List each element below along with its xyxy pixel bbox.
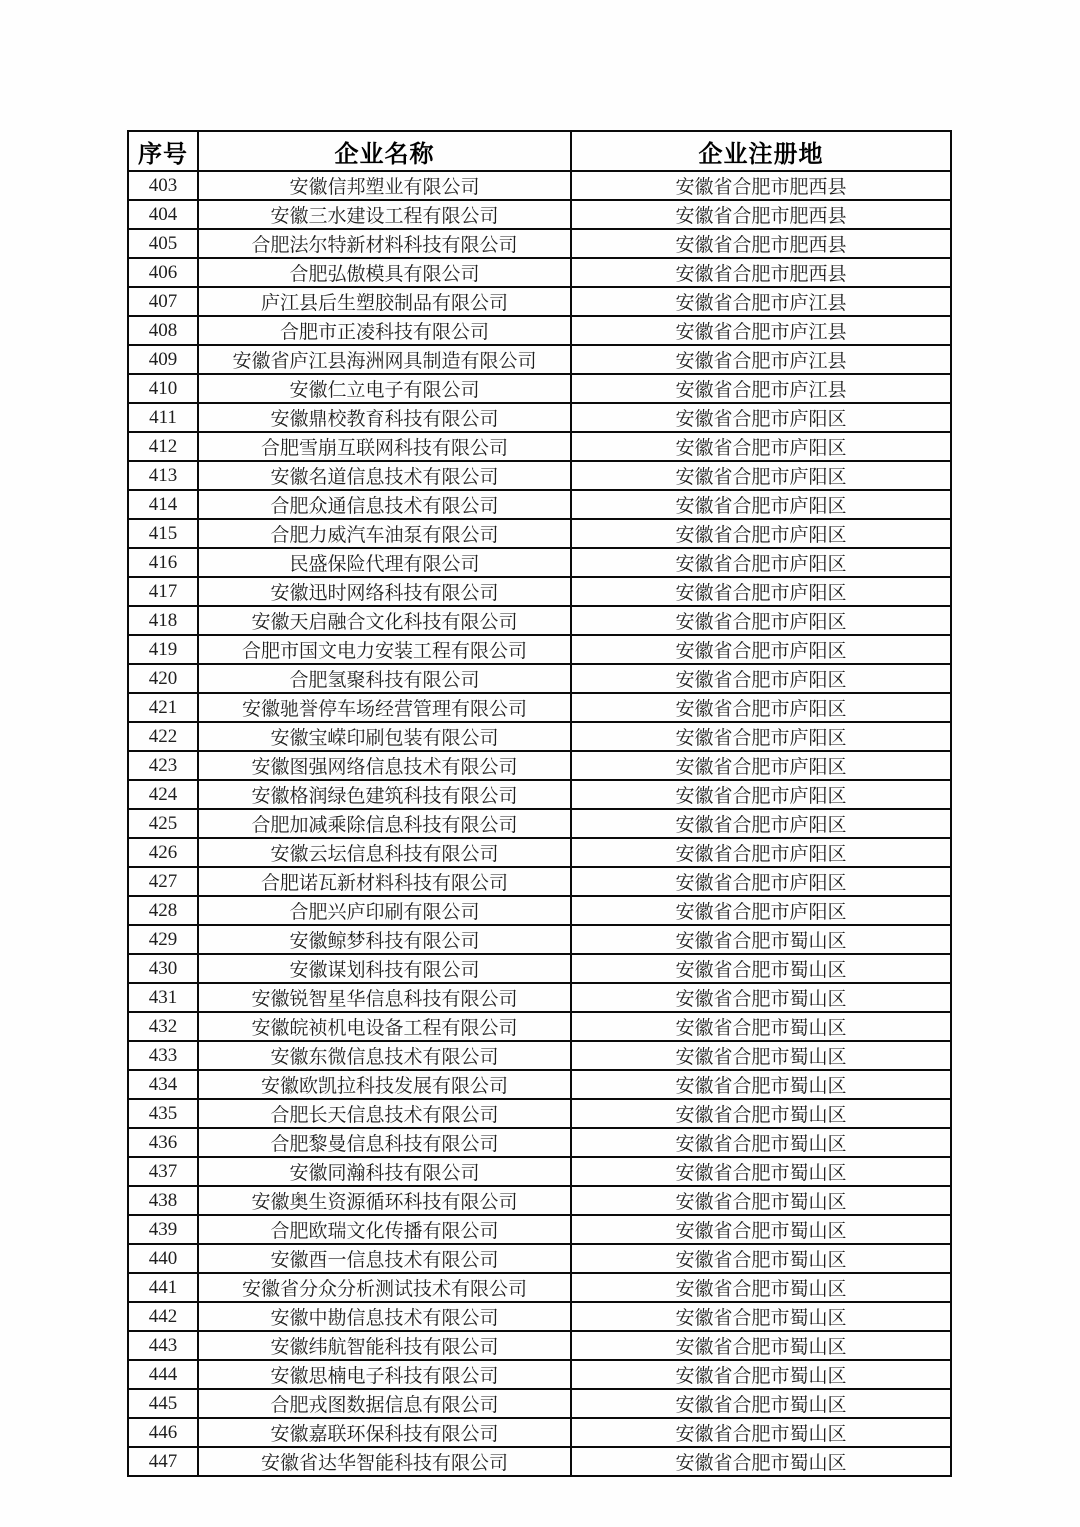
row-serial-number-cell: 433 <box>128 1041 198 1070</box>
row-company-name-cell: 合肥氢聚科技有限公司 <box>198 664 571 693</box>
row-company-name-cell: 安徽谋划科技有限公司 <box>198 954 571 983</box>
row-serial-number-cell: 427 <box>128 867 198 896</box>
table-row <box>128 722 951 751</box>
header-company-name: 企业名称 <box>198 131 571 171</box>
row-serial-number-cell: 415 <box>128 519 198 548</box>
table-row <box>128 1157 951 1186</box>
row-registration-place-cell: 安徽省合肥市蜀山区 <box>571 1012 951 1041</box>
table-row <box>128 751 951 780</box>
row-company-name-cell: 安徽思楠电子科技有限公司 <box>198 1360 571 1389</box>
table-row <box>128 664 951 693</box>
row-registration-place-cell: 安徽省合肥市蜀山区 <box>571 1302 951 1331</box>
row-registration-place-cell: 安徽省合肥市蜀山区 <box>571 1186 951 1215</box>
row-serial-number-cell: 432 <box>128 1012 198 1041</box>
row-serial-number-cell: 439 <box>128 1215 198 1244</box>
row-registration-place-cell: 安徽省合肥市庐阳区 <box>571 780 951 809</box>
row-company-name-cell: 安徽驰誉停车场经营管理有限公司 <box>198 693 571 722</box>
table-row <box>128 838 951 867</box>
table-row <box>128 1099 951 1128</box>
row-company-name-cell: 庐江县后生塑胶制品有限公司 <box>198 287 571 316</box>
row-company-name-cell: 合肥长天信息技术有限公司 <box>198 1099 571 1128</box>
row-company-name-cell: 安徽宝嵘印刷包装有限公司 <box>198 722 571 751</box>
row-serial-number-cell: 445 <box>128 1389 198 1418</box>
table-row <box>128 1012 951 1041</box>
row-registration-place-cell: 安徽省合肥市蜀山区 <box>571 1128 951 1157</box>
row-serial-number-cell: 414 <box>128 490 198 519</box>
row-serial-number-cell: 442 <box>128 1302 198 1331</box>
row-registration-place-cell: 安徽省合肥市庐阳区 <box>571 867 951 896</box>
table-row <box>128 1447 951 1476</box>
row-company-name-cell: 安徽图强网络信息技术有限公司 <box>198 751 571 780</box>
row-serial-number-cell: 419 <box>128 635 198 664</box>
row-registration-place-cell: 安徽省合肥市庐阳区 <box>571 606 951 635</box>
row-serial-number-cell: 447 <box>128 1447 198 1476</box>
row-company-name-cell: 合肥市国文电力安装工程有限公司 <box>198 635 571 664</box>
row-serial-number-cell: 436 <box>128 1128 198 1157</box>
row-company-name-cell: 合肥市正凌科技有限公司 <box>198 316 571 345</box>
row-serial-number-cell: 405 <box>128 229 198 258</box>
table-row <box>128 867 951 896</box>
table-row <box>128 374 951 403</box>
table-row <box>128 1418 951 1447</box>
row-company-name-cell: 安徽纬航智能科技有限公司 <box>198 1331 571 1360</box>
row-registration-place-cell: 安徽省合肥市蜀山区 <box>571 1099 951 1128</box>
row-company-name-cell: 安徽锐智星华信息科技有限公司 <box>198 983 571 1012</box>
row-registration-place-cell: 安徽省合肥市蜀山区 <box>571 1331 951 1360</box>
row-registration-place-cell: 安徽省合肥市蜀山区 <box>571 1360 951 1389</box>
table-row <box>128 548 951 577</box>
row-registration-place-cell: 安徽省合肥市肥西县 <box>571 229 951 258</box>
table-header <box>128 131 951 171</box>
row-company-name-cell: 安徽省庐江县海洲网具制造有限公司 <box>198 345 571 374</box>
table-header-row <box>128 131 951 171</box>
table-row <box>128 606 951 635</box>
row-registration-place-cell: 安徽省合肥市庐阳区 <box>571 577 951 606</box>
row-registration-place-cell: 安徽省合肥市蜀山区 <box>571 1389 951 1418</box>
company-registry-table <box>127 130 952 1477</box>
row-company-name-cell: 安徽奥生资源循环科技有限公司 <box>198 1186 571 1215</box>
row-company-name-cell: 安徽皖祯机电设备工程有限公司 <box>198 1012 571 1041</box>
row-registration-place-cell: 安徽省合肥市庐阳区 <box>571 519 951 548</box>
row-company-name-cell: 安徽天启融合文化科技有限公司 <box>198 606 571 635</box>
row-registration-place-cell: 安徽省合肥市庐江县 <box>571 316 951 345</box>
row-company-name-cell: 安徽欧凯拉科技发展有限公司 <box>198 1070 571 1099</box>
row-registration-place-cell: 安徽省合肥市蜀山区 <box>571 1418 951 1447</box>
row-serial-number-cell: 422 <box>128 722 198 751</box>
row-company-name-cell: 合肥力威汽车油泵有限公司 <box>198 519 571 548</box>
row-registration-place-cell: 安徽省合肥市庐阳区 <box>571 838 951 867</box>
row-company-name-cell: 安徽仁立电子有限公司 <box>198 374 571 403</box>
header-registration-place: 企业注册地 <box>571 131 951 171</box>
header-serial-number: 序号 <box>128 131 198 171</box>
table-row <box>128 896 951 925</box>
table-row <box>128 925 951 954</box>
row-registration-place-cell: 安徽省合肥市庐阳区 <box>571 896 951 925</box>
row-registration-place-cell: 安徽省合肥市蜀山区 <box>571 925 951 954</box>
row-serial-number-cell: 435 <box>128 1099 198 1128</box>
row-company-name-cell: 安徽东微信息技术有限公司 <box>198 1041 571 1070</box>
table-row <box>128 954 951 983</box>
row-serial-number-cell: 428 <box>128 896 198 925</box>
row-registration-place-cell: 安徽省合肥市庐阳区 <box>571 664 951 693</box>
table-row <box>128 403 951 432</box>
row-company-name-cell: 合肥加减乘除信息科技有限公司 <box>198 809 571 838</box>
row-registration-place-cell: 安徽省合肥市蜀山区 <box>571 1215 951 1244</box>
row-registration-place-cell: 安徽省合肥市蜀山区 <box>571 1244 951 1273</box>
row-company-name-cell: 安徽同瀚科技有限公司 <box>198 1157 571 1186</box>
row-company-name-cell: 安徽嘉联环保科技有限公司 <box>198 1418 571 1447</box>
row-company-name-cell: 安徽省分众分析测试技术有限公司 <box>198 1273 571 1302</box>
table-row <box>128 577 951 606</box>
row-serial-number-cell: 404 <box>128 200 198 229</box>
row-serial-number-cell: 429 <box>128 925 198 954</box>
row-serial-number-cell: 444 <box>128 1360 198 1389</box>
table-row <box>128 1273 951 1302</box>
row-serial-number-cell: 410 <box>128 374 198 403</box>
row-company-name-cell: 安徽酉一信息技术有限公司 <box>198 1244 571 1273</box>
table-row <box>128 693 951 722</box>
row-registration-place-cell: 安徽省合肥市庐阳区 <box>571 693 951 722</box>
table-row <box>128 258 951 287</box>
table-row <box>128 1360 951 1389</box>
table-row <box>128 519 951 548</box>
row-registration-place-cell: 安徽省合肥市庐江县 <box>571 287 951 316</box>
row-registration-place-cell: 安徽省合肥市蜀山区 <box>571 983 951 1012</box>
row-registration-place-cell: 安徽省合肥市蜀山区 <box>571 1041 951 1070</box>
row-company-name-cell: 安徽鲸梦科技有限公司 <box>198 925 571 954</box>
row-serial-number-cell: 409 <box>128 345 198 374</box>
row-serial-number-cell: 411 <box>128 403 198 432</box>
row-serial-number-cell: 446 <box>128 1418 198 1447</box>
table-body <box>128 171 951 1476</box>
row-registration-place-cell: 安徽省合肥市庐阳区 <box>571 635 951 664</box>
row-serial-number-cell: 408 <box>128 316 198 345</box>
row-registration-place-cell: 安徽省合肥市肥西县 <box>571 258 951 287</box>
row-registration-place-cell: 安徽省合肥市肥西县 <box>571 200 951 229</box>
table-row <box>128 1070 951 1099</box>
row-registration-place-cell: 安徽省合肥市蜀山区 <box>571 1157 951 1186</box>
row-serial-number-cell: 420 <box>128 664 198 693</box>
row-serial-number-cell: 438 <box>128 1186 198 1215</box>
row-registration-place-cell: 安徽省合肥市庐阳区 <box>571 432 951 461</box>
row-serial-number-cell: 440 <box>128 1244 198 1273</box>
row-company-name-cell: 安徽鼎校教育科技有限公司 <box>198 403 571 432</box>
row-serial-number-cell: 418 <box>128 606 198 635</box>
row-registration-place-cell: 安徽省合肥市庐阳区 <box>571 722 951 751</box>
row-registration-place-cell: 安徽省合肥市蜀山区 <box>571 1070 951 1099</box>
row-serial-number-cell: 437 <box>128 1157 198 1186</box>
table-row <box>128 780 951 809</box>
row-registration-place-cell: 安徽省合肥市蜀山区 <box>571 1273 951 1302</box>
table-row <box>128 316 951 345</box>
table-row <box>128 432 951 461</box>
table-row <box>128 229 951 258</box>
row-company-name-cell: 合肥雪崩互联网科技有限公司 <box>198 432 571 461</box>
row-company-name-cell: 合肥戎图数据信息有限公司 <box>198 1389 571 1418</box>
row-registration-place-cell: 安徽省合肥市庐阳区 <box>571 809 951 838</box>
table-row <box>128 287 951 316</box>
row-serial-number-cell: 403 <box>128 171 198 200</box>
row-company-name-cell: 安徽中勘信息技术有限公司 <box>198 1302 571 1331</box>
row-company-name-cell: 合肥诺瓦新材料科技有限公司 <box>198 867 571 896</box>
row-company-name-cell: 安徽省达华智能科技有限公司 <box>198 1447 571 1476</box>
table-row <box>128 490 951 519</box>
row-company-name-cell: 合肥黎曼信息科技有限公司 <box>198 1128 571 1157</box>
row-registration-place-cell: 安徽省合肥市庐阳区 <box>571 403 951 432</box>
table-row <box>128 1041 951 1070</box>
row-company-name-cell: 合肥法尔特新材料科技有限公司 <box>198 229 571 258</box>
row-serial-number-cell: 413 <box>128 461 198 490</box>
table-row <box>128 461 951 490</box>
row-registration-place-cell: 安徽省合肥市庐阳区 <box>571 548 951 577</box>
row-registration-place-cell: 安徽省合肥市庐阳区 <box>571 751 951 780</box>
row-serial-number-cell: 416 <box>128 548 198 577</box>
row-company-name-cell: 合肥弘傲模具有限公司 <box>198 258 571 287</box>
table-row <box>128 1331 951 1360</box>
table-row <box>128 1302 951 1331</box>
row-company-name-cell: 合肥众通信息技术有限公司 <box>198 490 571 519</box>
row-company-name-cell: 安徽信邦塑业有限公司 <box>198 171 571 200</box>
table-row <box>128 983 951 1012</box>
table-row <box>128 1389 951 1418</box>
row-registration-place-cell: 安徽省合肥市庐江县 <box>571 374 951 403</box>
table-row <box>128 171 951 200</box>
row-serial-number-cell: 406 <box>128 258 198 287</box>
row-serial-number-cell: 417 <box>128 577 198 606</box>
row-company-name-cell: 民盛保险代理有限公司 <box>198 548 571 577</box>
table-row <box>128 200 951 229</box>
table-row <box>128 1128 951 1157</box>
row-serial-number-cell: 441 <box>128 1273 198 1302</box>
row-company-name-cell: 安徽云坛信息科技有限公司 <box>198 838 571 867</box>
row-serial-number-cell: 434 <box>128 1070 198 1099</box>
row-registration-place-cell: 安徽省合肥市庐江县 <box>571 345 951 374</box>
table-row <box>128 1215 951 1244</box>
table-row <box>128 345 951 374</box>
row-serial-number-cell: 412 <box>128 432 198 461</box>
table-row <box>128 1244 951 1273</box>
row-company-name-cell: 安徽名道信息技术有限公司 <box>198 461 571 490</box>
table-row <box>128 1186 951 1215</box>
row-registration-place-cell: 安徽省合肥市肥西县 <box>571 171 951 200</box>
row-company-name-cell: 安徽迅时网络科技有限公司 <box>198 577 571 606</box>
row-serial-number-cell: 425 <box>128 809 198 838</box>
row-serial-number-cell: 423 <box>128 751 198 780</box>
row-company-name-cell: 合肥欧瑞文化传播有限公司 <box>198 1215 571 1244</box>
row-serial-number-cell: 424 <box>128 780 198 809</box>
row-registration-place-cell: 安徽省合肥市庐阳区 <box>571 461 951 490</box>
row-registration-place-cell: 安徽省合肥市蜀山区 <box>571 1447 951 1476</box>
row-company-name-cell: 安徽三水建设工程有限公司 <box>198 200 571 229</box>
row-serial-number-cell: 421 <box>128 693 198 722</box>
row-serial-number-cell: 426 <box>128 838 198 867</box>
table-row <box>128 635 951 664</box>
row-serial-number-cell: 407 <box>128 287 198 316</box>
row-serial-number-cell: 431 <box>128 983 198 1012</box>
row-serial-number-cell: 430 <box>128 954 198 983</box>
table-row <box>128 809 951 838</box>
row-company-name-cell: 合肥兴庐印刷有限公司 <box>198 896 571 925</box>
row-registration-place-cell: 安徽省合肥市庐阳区 <box>571 490 951 519</box>
row-registration-place-cell: 安徽省合肥市蜀山区 <box>571 954 951 983</box>
row-company-name-cell: 安徽格润绿色建筑科技有限公司 <box>198 780 571 809</box>
row-serial-number-cell: 443 <box>128 1331 198 1360</box>
